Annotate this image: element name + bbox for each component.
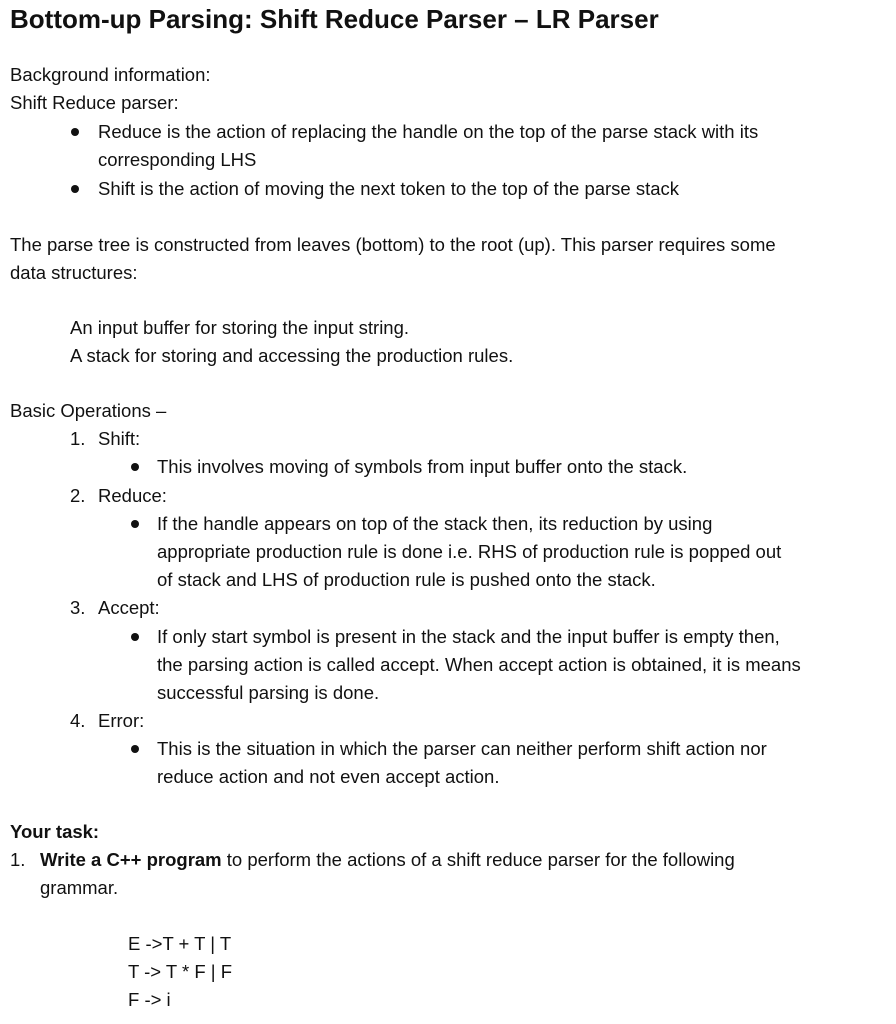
operation-reduce-desc-line1: If the handle appears on top of the stack then, its reduction by using	[157, 513, 713, 534]
operation-accept-desc-line1: If only start symbol is present in the stack and the input buffer is empty then,	[157, 626, 780, 647]
operation-number: 2.	[70, 485, 86, 506]
background-label: Background information:	[10, 64, 211, 85]
bullet-icon	[71, 128, 79, 136]
operation-number: 1.	[70, 428, 86, 449]
operation-number: 4.	[70, 710, 86, 731]
task-line2: grammar.	[40, 877, 119, 898]
operation-shift-desc: This involves moving of symbols from input buffer onto the stack.	[157, 456, 688, 477]
sr-bullet-reduce-line2: corresponding LHS	[98, 149, 257, 170]
sr-bullet-reduce-line1: Reduce is the action of replacing the handle on the top of the parse stack with its	[98, 121, 759, 142]
grammar-rule-e: E ->T + T | T	[128, 933, 232, 954]
task-number: 1.	[10, 849, 26, 870]
operation-accept-desc-line3: successful parsing is done.	[157, 682, 380, 703]
operation-error-desc-line1: This is the situation in which the parser can neither perform shift action nor	[157, 738, 767, 759]
operation-accept-desc-line2: the parsing action is called accept. When accept action is obtained, it is means	[157, 654, 801, 675]
basic-operations-label: Basic Operations –	[10, 400, 167, 421]
shift-reduce-label: Shift Reduce parser:	[10, 92, 179, 113]
operation-accept-name: Accept:	[98, 597, 160, 618]
task-bold-text: Write a C++ program	[40, 849, 222, 870]
sr-bullet-shift: Shift is the action of moving the next token to the top of the parse stack	[98, 178, 680, 199]
data-structure-input-buffer: An input buffer for storing the input string.	[70, 317, 410, 338]
operation-error-name: Error:	[98, 710, 145, 731]
task-label: Your task:	[10, 821, 100, 842]
operation-reduce-desc-line3: of stack and LHS of production rule is pushed onto the stack.	[157, 569, 656, 590]
operation-reduce-name: Reduce:	[98, 485, 167, 506]
task-line1	[40, 846, 735, 874]
parse-tree-line1: The parse tree is constructed from leaves (bottom) to the root (up). This parser requires some	[10, 234, 776, 255]
grammar-rule-f: F -> i	[128, 989, 171, 1010]
operation-number: 3.	[70, 597, 86, 618]
data-structure-stack: A stack for storing and accessing the production rules.	[70, 345, 514, 366]
operation-shift-name: Shift:	[98, 428, 141, 449]
operation-reduce-desc-line2: appropriate production rule is done i.e. RHS of production rule is popped out	[157, 541, 782, 562]
bullet-icon	[131, 745, 139, 753]
task-rest-text: to perform the actions of a shift reduce parser for the following	[221, 849, 735, 870]
grammar-rule-t: T -> T * F | F	[128, 961, 233, 982]
bullet-icon	[131, 520, 139, 528]
operation-error-desc-line2: reduce action and not even accept action.	[157, 766, 500, 787]
bullet-icon	[131, 633, 139, 641]
bullet-icon	[131, 463, 139, 471]
page-title: Bottom-up Parsing: Shift Reduce Parser – LR Parser	[10, 4, 659, 34]
bullet-icon	[71, 185, 79, 193]
parse-tree-line2: data structures:	[10, 262, 138, 283]
